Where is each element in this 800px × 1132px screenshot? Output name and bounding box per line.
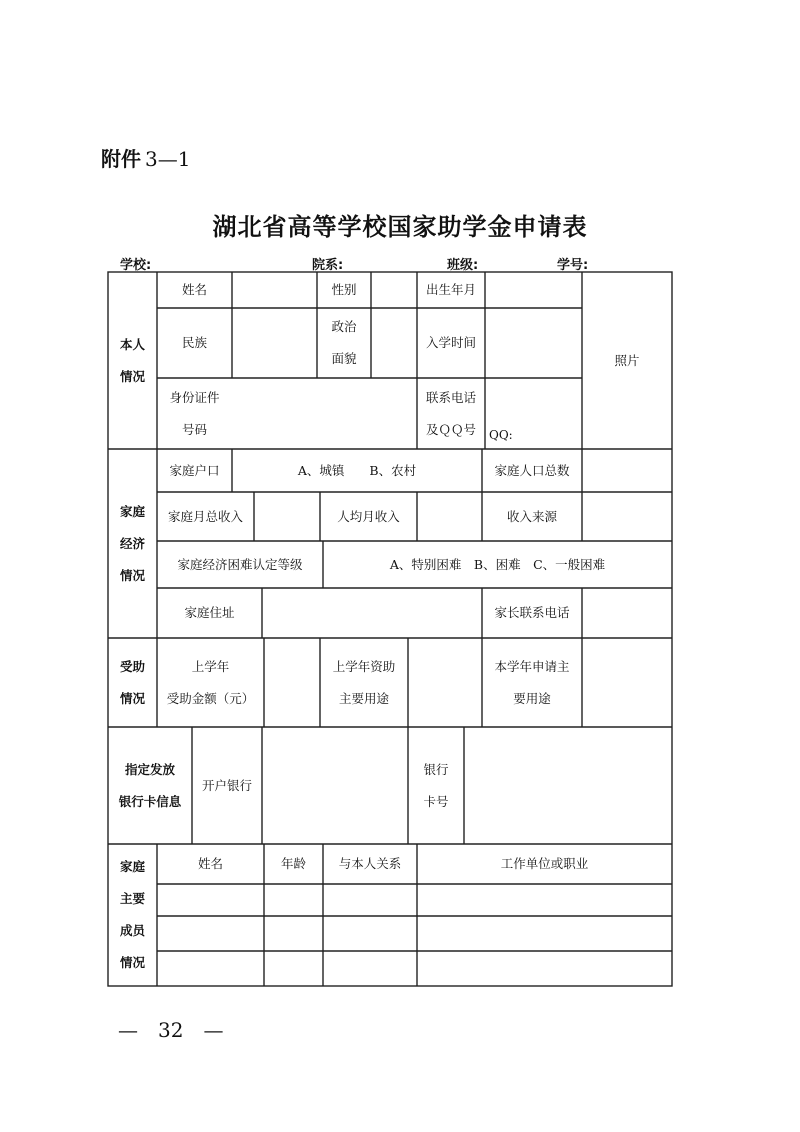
parent-phone-field[interactable]	[582, 588, 672, 638]
member-col-relation: 与本人关系	[338, 856, 402, 871]
section-personal-line1: 本人	[119, 336, 145, 352]
id-card-line2: 号码	[181, 421, 207, 437]
section-members-line3: 成员	[119, 923, 145, 938]
address-label: 家庭住址	[184, 605, 235, 620]
attachment-label	[101, 143, 190, 172]
member-row[interactable]	[157, 916, 672, 951]
this-use-field[interactable]	[582, 638, 672, 727]
section-bank-line2: 银行卡信息	[118, 793, 182, 809]
enroll-date-field[interactable]	[485, 308, 582, 378]
section-family-econ	[108, 449, 157, 638]
bank-name-label: 开户银行	[201, 777, 252, 793]
political-line2: 面貌	[331, 351, 357, 366]
school-label: 学校:	[120, 258, 152, 273]
political-label	[317, 308, 371, 378]
section-econ-line1: 家庭	[119, 503, 145, 519]
member-col-work: 工作单位或职业	[500, 856, 589, 871]
last-use-label	[320, 638, 408, 727]
contact-field[interactable]	[485, 378, 582, 449]
id-card-line1: 身份证件	[169, 389, 220, 405]
section-members-line4: 情况	[119, 955, 145, 970]
difficulty-options[interactable]: A、特别困难 B、困难 C、一般困难	[389, 556, 606, 572]
section-bank-line1: 指定发放	[124, 761, 175, 777]
id-card-label	[157, 378, 232, 449]
section-bank	[108, 727, 192, 844]
income-source-label: 收入来源	[506, 508, 557, 524]
member-col-name: 姓名	[197, 856, 223, 871]
id-card-field[interactable]	[232, 378, 417, 449]
birth-label: 出生年月	[425, 282, 476, 297]
section-members	[108, 844, 157, 986]
income-source-field[interactable]	[582, 492, 672, 541]
contact-label	[417, 378, 485, 449]
name-field[interactable]	[232, 272, 317, 308]
bank-name-field[interactable]	[262, 727, 408, 844]
last-use-line1: 上学年资助	[332, 658, 396, 674]
monthly-income-field[interactable]	[254, 492, 320, 541]
college-label: 院系:	[312, 258, 344, 273]
difficulty-level-label: 家庭经济困难认定等级	[177, 556, 303, 572]
photo-box[interactable]: 照片	[614, 352, 640, 368]
birth-field[interactable]	[485, 272, 582, 308]
card-no-label	[408, 727, 464, 844]
section-econ-line3: 情况	[119, 567, 145, 583]
student-no-label: 学号:	[557, 258, 589, 273]
household-options[interactable]: A、城镇 B、农村	[297, 462, 417, 478]
enroll-date-label: 入学时间	[425, 335, 476, 350]
family-size-field[interactable]	[582, 449, 672, 492]
section-personal	[108, 272, 157, 449]
last-use-field[interactable]	[408, 638, 482, 727]
per-capita-field[interactable]	[417, 492, 482, 541]
contact-line1: 联系电话	[425, 389, 476, 405]
this-use-line1: 本学年申请主	[494, 658, 570, 674]
last-amount-line1: 上学年	[191, 658, 230, 674]
section-members-line2: 主要	[119, 891, 145, 906]
attachment-text: 附件	[101, 147, 141, 171]
this-use-line2: 要用途	[513, 690, 551, 706]
member-row[interactable]	[157, 951, 672, 986]
last-amount-field[interactable]	[264, 638, 320, 727]
political-line1: 政治	[331, 319, 357, 334]
form-title: 湖北省高等学校国家助学金申请表	[212, 212, 588, 241]
monthly-income-label: 家庭月总收入	[167, 508, 243, 524]
section-econ-line2: 经济	[119, 535, 145, 551]
member-row[interactable]	[157, 884, 672, 916]
section-personal-line2: 情况	[119, 368, 145, 384]
section-aid-line2: 情况	[119, 690, 145, 706]
household-label: 家庭户口	[169, 462, 220, 478]
name-label: 姓名	[181, 282, 207, 297]
parent-phone-label: 家长联系电话	[494, 605, 570, 620]
card-no-line1: 银行	[423, 761, 449, 777]
last-amount-line2: 受助金额（元）	[166, 690, 255, 706]
gender-field[interactable]	[371, 272, 417, 308]
last-amount-label	[157, 638, 264, 727]
ethnicity-field[interactable]	[232, 308, 317, 378]
ethnicity-label: 民族	[181, 335, 207, 350]
this-use-label	[482, 638, 582, 727]
qq-label: QQ:	[489, 428, 513, 442]
contact-line2: 及ＱＱ号	[425, 421, 476, 437]
page-number: — 32 —	[118, 1018, 224, 1042]
section-members-line1: 家庭	[119, 859, 145, 874]
address-field[interactable]	[262, 588, 482, 638]
member-col-age: 年龄	[280, 856, 306, 871]
section-aid-line1: 受助	[119, 658, 145, 674]
last-use-line2: 主要用途	[338, 690, 389, 706]
attachment-number: 3—1	[145, 147, 191, 171]
card-no-line2: 卡号	[423, 793, 449, 809]
gender-label: 性别	[331, 282, 357, 297]
per-capita-label: 人均月收入	[337, 508, 400, 524]
section-aid	[108, 638, 157, 727]
family-size-label: 家庭人口总数	[494, 462, 570, 478]
political-field[interactable]	[371, 308, 417, 378]
card-no-field[interactable]	[464, 727, 672, 844]
class-label: 班级:	[447, 258, 479, 273]
